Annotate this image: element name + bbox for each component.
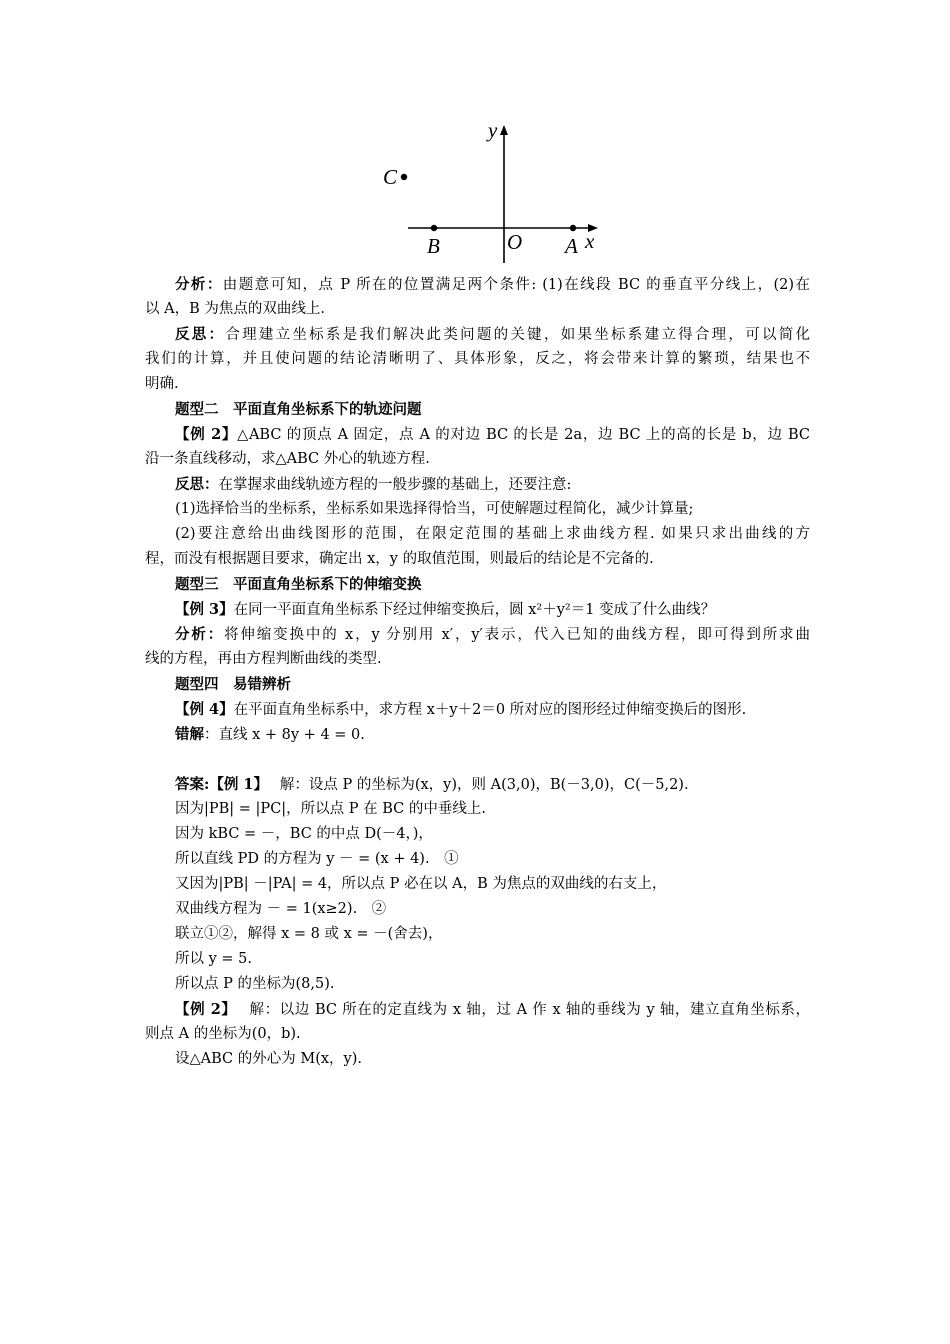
blank-line <box>145 747 810 772</box>
text-line <box>145 897 810 922</box>
lead-label: 反思： <box>175 326 226 343</box>
line-text: 在平面直角坐标系中，求方程 x＋y＋2＝0 所对应的图形经过伸缩变换后的图形. <box>233 702 747 718</box>
y-axis-arrow <box>500 125 508 135</box>
lead-label: 反思： <box>175 476 219 493</box>
label-C: C <box>383 165 398 189</box>
line-text: 设△ABC 的外心为 M(x，y). <box>175 1051 362 1067</box>
text-line <box>145 472 810 497</box>
section-heading <box>145 397 810 422</box>
line-text: ：直线 x + 8y + 4 = 0. <box>204 727 365 743</box>
point-B <box>431 225 437 231</box>
line-text: 因为 kBC = －，BC 的中点 D(－4，)， <box>175 826 433 842</box>
line-text: 题型三 平面直角坐标系下的伸缩变换 <box>175 576 422 593</box>
text-line <box>145 1022 810 1047</box>
line-text: 解：以边 BC 所在的定直线为 x 轴，过 A 作 x 轴的垂线为 y 轴，建立直角坐标系， <box>229 1002 810 1018</box>
line-text: 题型四 易错辨析 <box>175 676 291 693</box>
text-line <box>145 822 810 847</box>
lead-label: 分析： <box>175 626 225 643</box>
coordinate-figure <box>380 115 610 275</box>
point-A <box>570 225 576 231</box>
point-C <box>401 174 407 180</box>
label-B: B <box>427 234 440 258</box>
line-text: 因为|PB| = |PC|，所以点 P 在 BC 的中垂线上. <box>175 801 486 817</box>
text-line <box>145 722 810 747</box>
label-x: x <box>585 229 595 253</box>
lead-label: 【例 4】 <box>175 701 234 718</box>
line-text: 所以直线 PD 的方程为 y － = (x + 4). ① <box>175 851 459 867</box>
text-line <box>145 322 810 347</box>
text-line <box>145 922 810 947</box>
text-line <box>145 647 810 672</box>
text-line <box>145 622 810 647</box>
line-text: 线的方程，再由方程判断曲线的类型. <box>145 651 382 667</box>
text-line <box>145 272 810 297</box>
line-text: 以 A，B 为焦点的双曲线上. <box>145 301 325 317</box>
line-text: △ABC 的顶点 A 固定，点 A 的对边 BC 的长是 2a，边 BC 上的高的长是 b，边 BC <box>237 427 811 443</box>
line-text: 程，而没有根据题目要求，确定出 x，y 的取值范围，则最后的结论是不完备的. <box>145 551 654 567</box>
line-text: 所以点 P 的坐标为(8,5). <box>175 976 335 992</box>
text-line <box>145 422 810 447</box>
text-line <box>145 547 810 572</box>
section-heading <box>145 672 810 697</box>
line-text: 明确. <box>145 376 179 392</box>
line-text: 在掌握求曲线轨迹方程的一般步骤的基础上，还要注意: <box>218 477 572 493</box>
line-text: 我们的计算，并且使问题的结论清晰明了、具体形象，反之，将会带来计算的繁琐，结果也不 <box>145 351 810 367</box>
line-text: (2)要注意给出曲线图形的范围，在限定范围的基础上求曲线方程. 如果只求出曲线的方 <box>175 526 810 542</box>
line-text: 双曲线方程为 － = 1(x≥2). ② <box>175 901 387 917</box>
line-text: 又因为|PB| －|PA| = 4，所以点 P 必在以 A，B 为焦点的双曲线的右支上， <box>175 876 667 892</box>
line-text: 则点 A 的坐标为(0，b). <box>145 1026 301 1042</box>
lead-label: 分析： <box>175 276 223 293</box>
text-line <box>145 797 810 822</box>
text-line <box>145 697 810 722</box>
line-text: 联立①②，解得 x = 8 或 x = －(舍去)， <box>175 926 443 942</box>
lead-label: 【例 2】 <box>175 1001 230 1018</box>
text-line <box>145 597 810 622</box>
line-text: (1)选择恰当的坐标系，坐标系如果选择得恰当，可使解题过程简化，减少计算量; <box>175 501 694 517</box>
text-line <box>145 522 810 547</box>
line-text: 合理建立坐标系是我们解决此类问题的关键，如果坐标系建立得合理，可以简化 <box>225 327 810 343</box>
lead-label: 【例 2】 <box>175 426 238 443</box>
text-line <box>145 947 810 972</box>
line-text: 在同一平面直角坐标系下经过伸缩变换后，圆 x²＋y²＝1 变成了什么曲线？ <box>233 602 716 618</box>
text-line <box>145 347 810 372</box>
text-line <box>145 972 810 997</box>
line-text: 所以 y = 5. <box>175 951 253 967</box>
text-line <box>145 847 810 872</box>
text-line <box>145 872 810 897</box>
line-text: 题型二 平面直角坐标系下的轨迹问题 <box>175 401 422 418</box>
label-y: y <box>488 118 498 142</box>
line-text: 由题意可知，点 P 所在的位置满足两个条件: (1)在线段 BC 的垂直平分线上，(2)在 <box>222 277 810 293</box>
label-A: A <box>565 234 578 258</box>
text-line <box>145 447 810 472</box>
line-text: 将伸缩变换中的 x，y 分别用 x′，y′表示，代入已知的曲线方程，即可得到所求曲 <box>224 627 810 643</box>
text-line <box>145 297 810 322</box>
text-line <box>145 997 810 1022</box>
text-line <box>145 1047 810 1072</box>
line-text: 沿一条直线移动，求△ABC 外心的轨迹方程. <box>145 451 430 467</box>
document-body <box>145 272 810 1072</box>
text-line <box>145 497 810 522</box>
lead-label: 错解 <box>175 726 204 743</box>
line-text: 解：设点 P 的坐标为(x，y)，则 A(3,0)，B(－3,0)，C(－5,2). <box>260 777 689 793</box>
text-line <box>145 772 810 797</box>
label-O: O <box>507 230 523 254</box>
lead-label: 【例 3】 <box>175 601 234 618</box>
section-heading <box>145 572 810 597</box>
text-line <box>145 372 810 397</box>
lead-label: 答案:【例 1】 <box>175 776 261 793</box>
